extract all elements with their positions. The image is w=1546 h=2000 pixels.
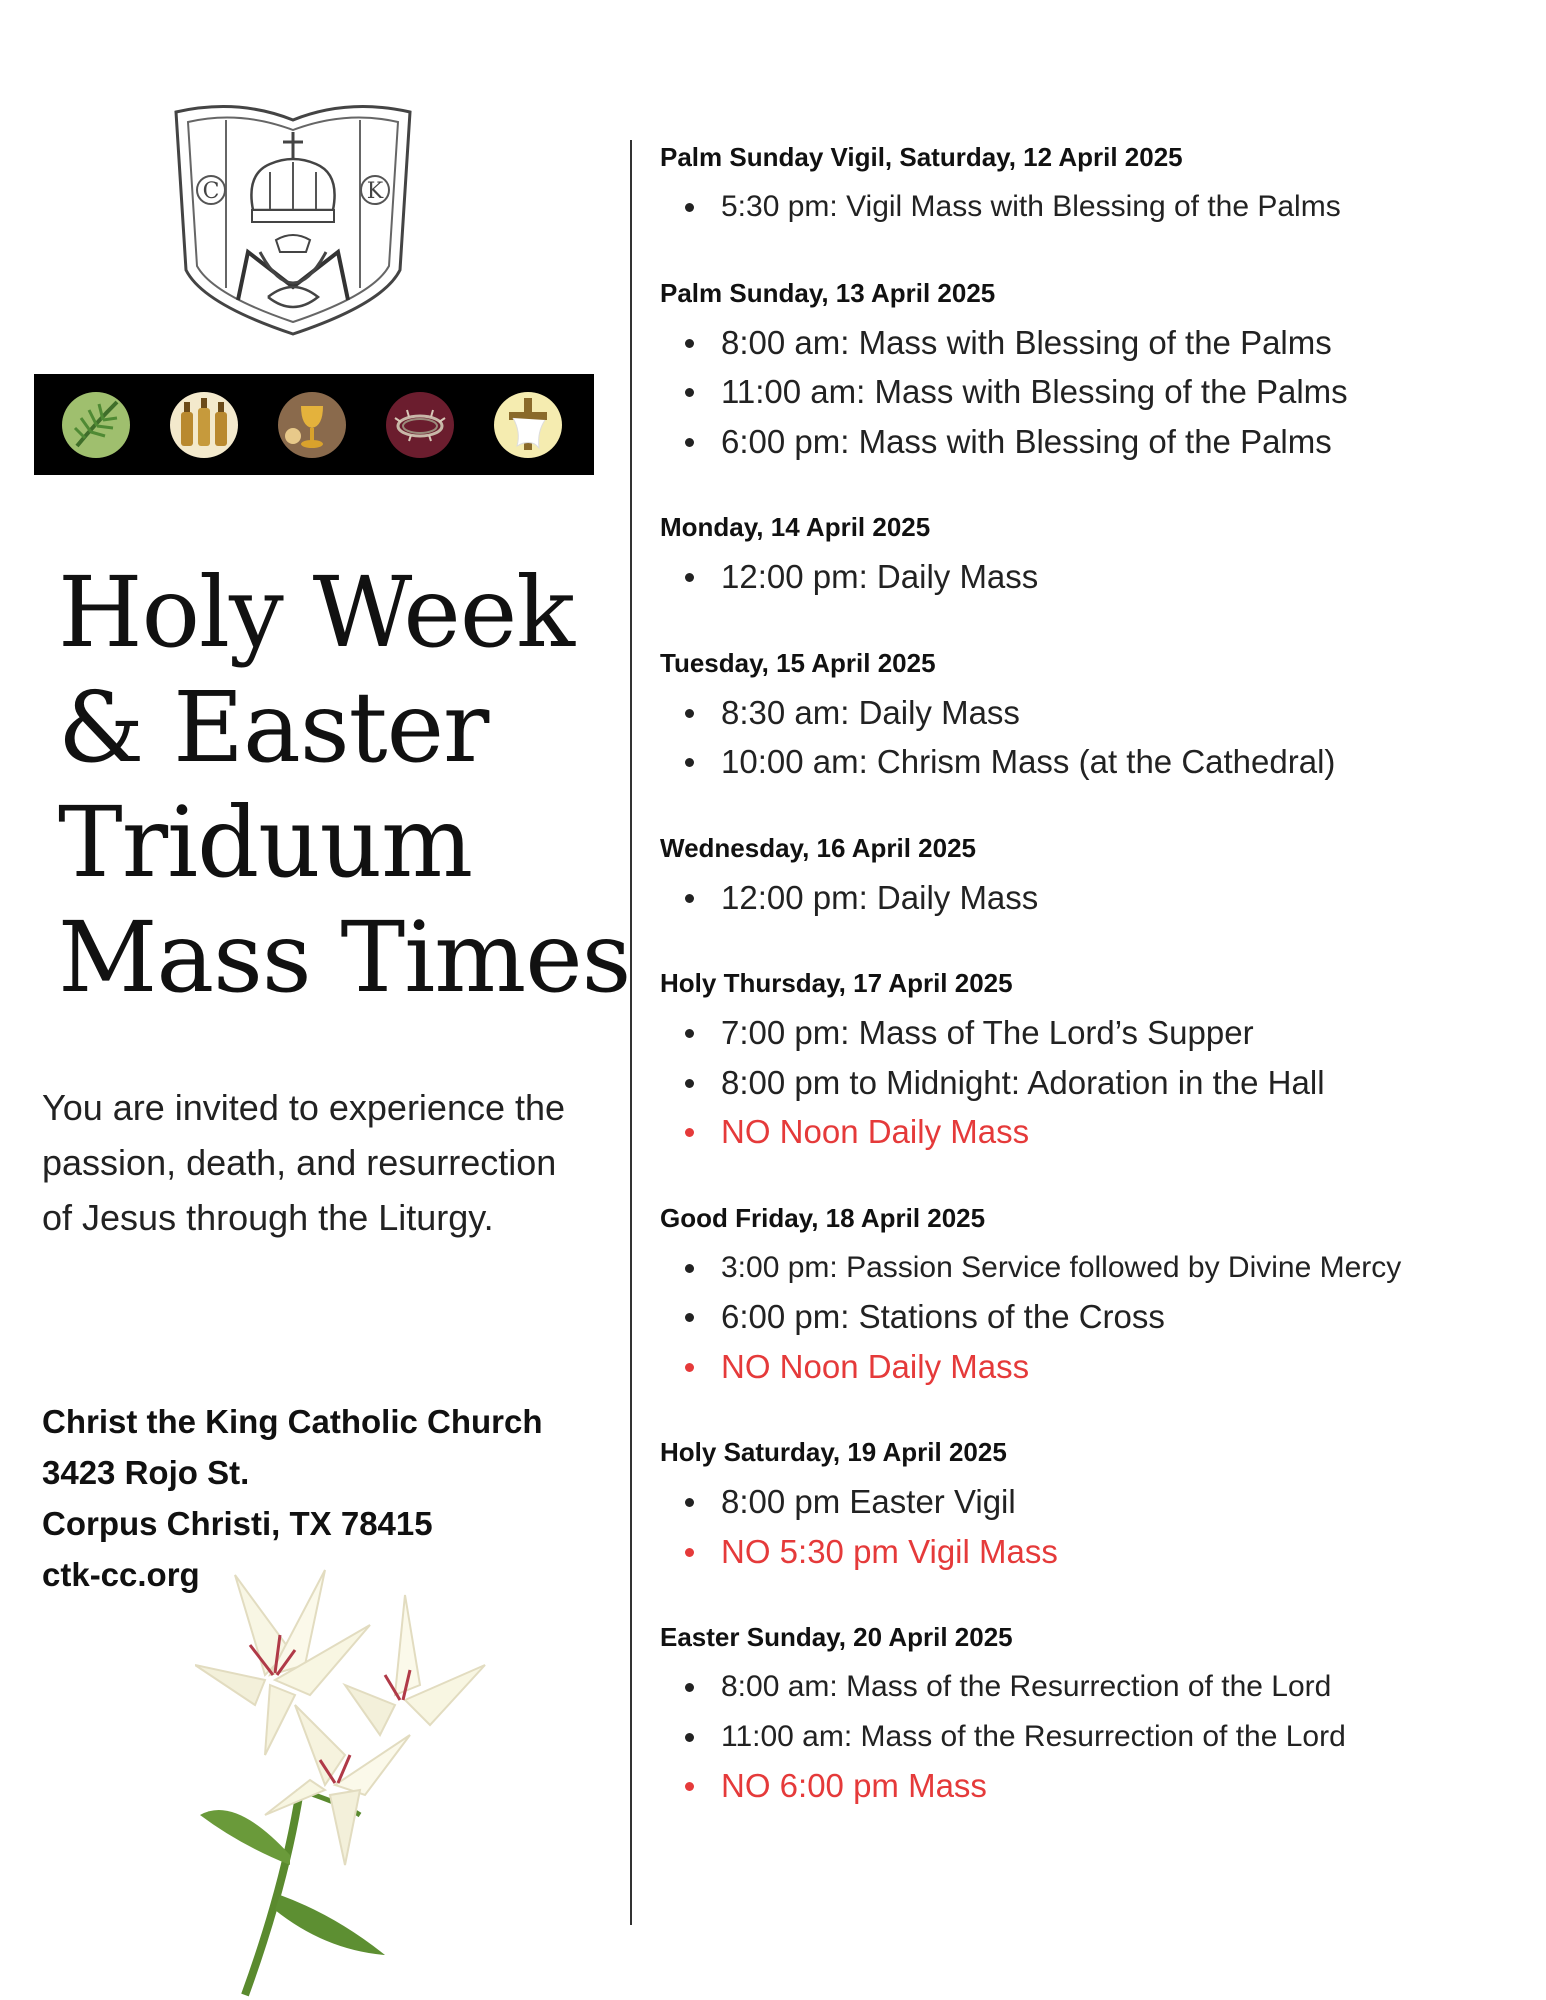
schedule-day xyxy=(660,1433,1530,1576)
schedule-day-title: Tuesday, 15 April 2025 xyxy=(660,647,936,678)
schedule-day-title: Good Friday, 18 April 2025 xyxy=(660,1202,986,1233)
schedule-item-list xyxy=(660,1008,1530,1157)
church-street: 3423 Rojo St. xyxy=(42,1454,250,1491)
church-name: Christ the King Catholic Church xyxy=(42,1403,543,1440)
schedule-day-title: Palm Sunday, 13 April 2025 xyxy=(660,277,996,308)
schedule-day-title: Palm Sunday Vigil, Saturday, 12 April 2025 xyxy=(660,142,1183,172)
schedule-item: 8:00 pm Easter Vigil xyxy=(660,1477,1530,1527)
palm-branch-icon xyxy=(59,388,133,462)
oil-jars-icon xyxy=(167,388,241,462)
schedule-item-list xyxy=(660,873,1530,923)
schedule-day xyxy=(660,1199,1530,1392)
schedule-item-list xyxy=(660,552,1530,602)
lily-flower-illustration xyxy=(195,1555,555,2000)
schedule-item: NO Noon Daily Mass xyxy=(660,1107,1530,1157)
title-line-3: Triduum xyxy=(58,786,473,899)
schedule-item: 6:00 pm: Stations of the Cross xyxy=(660,1292,1530,1342)
schedule-day xyxy=(660,138,1530,232)
schedule-day-title: Wednesday, 16 April 2025 xyxy=(660,832,976,863)
schedule-item: NO 6:00 pm Mass xyxy=(660,1761,1530,1811)
empty-cross-icon xyxy=(491,388,565,462)
schedule-item: NO Noon Daily Mass xyxy=(660,1342,1530,1392)
intro-text: You are invited to experience the passion, death, and resurrection of Jesus through the Liturgy. xyxy=(42,1087,566,1238)
schedule-day-title: Holy Saturday, 19 April 2025 xyxy=(660,1437,1007,1467)
chalice-host-icon xyxy=(275,388,349,462)
schedule-item-list xyxy=(660,1662,1530,1811)
title-line-4: Mass Times xyxy=(58,901,631,1014)
schedule-day xyxy=(660,644,1530,787)
schedule-item: NO 5:30 pm Vigil Mass xyxy=(660,1527,1530,1577)
schedule-day xyxy=(660,829,1530,923)
schedule-item: 8:00 pm to Midnight: Adoration in the Hall xyxy=(660,1058,1530,1108)
holy-week-icon-strip xyxy=(34,374,594,475)
schedule-day xyxy=(660,274,1530,467)
schedule-day-title: Monday, 14 April 2025 xyxy=(660,512,931,542)
crown-of-thorns-icon xyxy=(383,388,457,462)
column-divider xyxy=(630,140,632,1925)
schedule-item: 11:00 am: Mass with Blessing of the Palms xyxy=(660,367,1530,417)
schedule-day-title: Holy Thursday, 17 April 2025 xyxy=(660,968,1013,998)
svg-text:C: C xyxy=(202,179,220,204)
schedule-item: 12:00 pm: Daily Mass xyxy=(660,552,1530,602)
parish-crest-logo xyxy=(168,92,418,342)
schedule-item: 12:00 pm: Daily Mass xyxy=(660,873,1530,923)
church-city: Corpus Christi, TX 78415 xyxy=(42,1505,433,1542)
schedule-item: 10:00 am: Chrism Mass (at the Cathedral) xyxy=(660,737,1530,787)
mass-schedule xyxy=(660,138,1530,1853)
schedule-item: 8:30 am: Daily Mass xyxy=(660,688,1530,738)
schedule-item-list xyxy=(660,318,1530,467)
schedule-day-title: Easter Sunday, 20 April 2025 xyxy=(660,1622,1013,1652)
schedule-day xyxy=(660,1618,1530,1811)
schedule-item: 8:00 am: Mass with Blessing of the Palms xyxy=(660,318,1530,368)
title-line-1: Holy Week xyxy=(58,556,575,669)
schedule-item: 8:00 am: Mass of the Resurrection of the Lord xyxy=(660,1662,1530,1712)
schedule-item: 6:00 pm: Mass with Blessing of the Palms xyxy=(660,417,1530,467)
title-line-2: & Easter xyxy=(58,671,489,784)
schedule-item-list xyxy=(660,182,1530,232)
schedule-item: 7:00 pm: Mass of The Lord’s Supper xyxy=(660,1008,1530,1058)
schedule-item-list xyxy=(660,688,1530,787)
schedule-item-list xyxy=(660,1477,1530,1576)
schedule-item: 5:30 pm: Vigil Mass with Blessing of the Palms xyxy=(660,182,1530,232)
schedule-item: 3:00 pm: Passion Service followed by Divine Mercy xyxy=(660,1243,1530,1293)
svg-text:K: K xyxy=(366,179,384,204)
page-title xyxy=(58,555,630,1015)
schedule-item: 11:00 am: Mass of the Resurrection of the Lord xyxy=(660,1712,1530,1762)
church-website-link[interactable]: ctk-cc.org xyxy=(42,1556,200,1593)
schedule-day xyxy=(660,964,1530,1157)
schedule-day xyxy=(660,508,1530,602)
schedule-item-list xyxy=(660,1243,1530,1392)
